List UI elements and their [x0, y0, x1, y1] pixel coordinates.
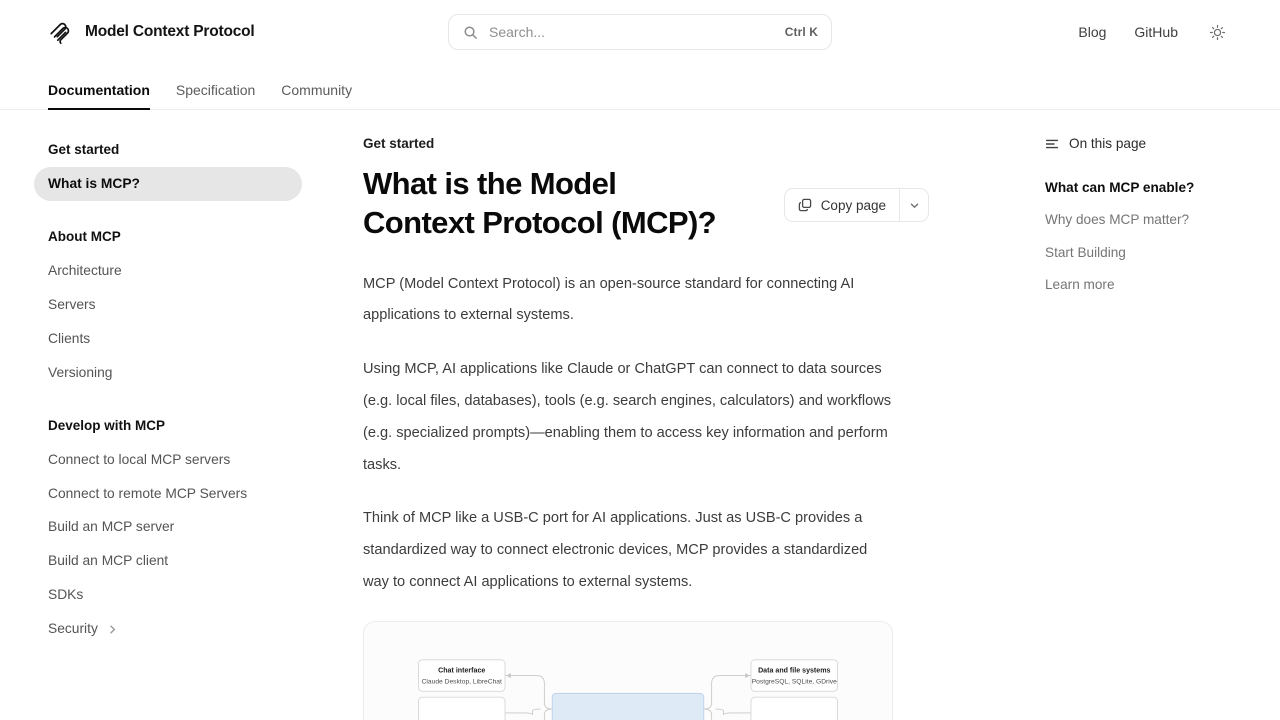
theme-toggle-button[interactable] — [1202, 17, 1232, 47]
diagram-right-box-2 — [751, 697, 838, 720]
sidebar-item-what-is-mcp[interactable] — [34, 167, 302, 201]
paragraph-usbc-analogy: Think of MCP like a USB-C port for AI applications. Just as USB-C provides a standardized way to connect electronic devices, MCP provides a standardized way to connect AI applications to external systems. — [363, 510, 868, 590]
sidebar-item-connect-local-servers[interactable] — [34, 443, 302, 477]
chevron-right-icon — [107, 624, 118, 635]
sidebar-item-sdks[interactable] — [34, 578, 302, 612]
on-this-page-panel — [1025, 136, 1280, 720]
sidebar-group-title: Develop with MCP — [48, 417, 166, 433]
diagram-right-box-1 — [751, 660, 838, 691]
sidebar-item-label: SDKs — [48, 587, 84, 603]
header-link-blog[interactable]: Blog — [1078, 24, 1107, 40]
diagram-left-box-1 — [418, 660, 505, 691]
page-layout — [0, 110, 1280, 720]
sidebar-navigation — [0, 136, 320, 720]
sidebar-item-servers[interactable] — [34, 288, 302, 322]
main-content — [320, 136, 1025, 720]
sidebar-group-get-started — [48, 136, 288, 201]
paragraph-intro: MCP (Model Context Protocol) is an open-source standard for connecting AI applications to external systems. — [363, 275, 855, 324]
sidebar-item-build-mcp-server[interactable] — [34, 510, 302, 544]
breadcrumb: Get started — [363, 136, 435, 151]
sidebar-item-clients[interactable] — [34, 322, 302, 356]
search-icon — [463, 25, 478, 40]
tab-specification[interactable]: Specification — [175, 82, 256, 98]
tab-community[interactable]: Community — [281, 82, 353, 98]
search-placeholder: Search... — [489, 24, 546, 40]
page-title: What is the Model Context Protocol (MCP)? — [363, 166, 717, 240]
list-icon — [1045, 137, 1059, 151]
mcp-architecture-diagram — [363, 621, 893, 720]
sidebar-item-build-mcp-client[interactable] — [34, 544, 302, 578]
sidebar-group-develop-with-mcp — [48, 412, 288, 647]
sidebar-item-label: Build an MCP server — [48, 519, 175, 535]
tab-documentation[interactable]: Documentation — [48, 82, 150, 109]
diagram-box-title: Chat interface — [438, 666, 486, 675]
chevron-down-icon — [909, 200, 920, 211]
site-header — [0, 0, 1280, 64]
on-this-page-label: On this page — [1069, 136, 1147, 151]
mcp-logo-icon — [48, 19, 74, 45]
primary-tabbar — [0, 64, 1280, 110]
sidebar-group-about-mcp — [48, 223, 288, 390]
paragraph-using-mcp: Using MCP, AI applications like Claude or ChatGPT can connect to data sources (e.g. local files, databases), tools (e.g. search engines, calculators) and workflows (e.g. specialized prompts)—enabling them to access key information and perform tasks. — [363, 361, 892, 473]
sidebar-item-label: Connect to remote MCP Servers — [48, 485, 248, 501]
copy-page-button[interactable] — [785, 189, 899, 221]
copy-page-label: Copy page — [820, 197, 886, 213]
sidebar-item-label: Versioning — [48, 364, 113, 380]
search-input[interactable] — [448, 14, 832, 50]
copy-page-button-group — [784, 188, 929, 222]
sidebar-item-architecture[interactable] — [34, 254, 302, 288]
sun-icon — [1209, 24, 1226, 41]
sidebar-item-label: Connect to local MCP servers — [48, 451, 231, 467]
diagram-box-title: Data and file systems — [758, 666, 831, 675]
toc-item-start-building[interactable]: Start Building — [1045, 244, 1126, 260]
brand-name: Model Context Protocol — [85, 23, 255, 40]
diagram-box-subtitle: Claude Desktop, LibreChat — [421, 678, 502, 686]
diagram-graphic — [386, 650, 870, 720]
search-shortcut-badge: Ctrl K — [784, 25, 818, 39]
sidebar-item-connect-remote-servers[interactable] — [34, 477, 302, 511]
diagram-center-box — [552, 693, 704, 720]
toc-item-learn-more[interactable]: Learn more — [1045, 277, 1115, 293]
sidebar-item-label: Security — [48, 621, 98, 637]
sidebar-item-label: Architecture — [48, 262, 122, 278]
sidebar-item-label: Servers — [48, 296, 96, 312]
toc-item-why-does-mcp-matter[interactable]: Why does MCP matter? — [1045, 212, 1190, 228]
diagram-box-subtitle: PostgreSQL, SQLite, GDrive — [751, 678, 837, 686]
header-link-github[interactable]: GitHub — [1134, 24, 1178, 40]
sidebar-item-label: What is MCP? — [48, 176, 140, 191]
brand-home-link[interactable] — [48, 19, 255, 45]
header-nav — [1064, 17, 1232, 47]
diagram-left-box-2 — [418, 697, 505, 720]
sidebar-group-title: Get started — [48, 142, 120, 157]
on-this-page-heading — [1045, 136, 1256, 151]
sidebar-group-title: About MCP — [48, 228, 121, 244]
sidebar-item-versioning[interactable] — [34, 356, 302, 390]
sidebar-item-label: Build an MCP client — [48, 553, 169, 569]
sidebar-item-label: Clients — [48, 330, 91, 346]
copy-icon — [798, 198, 812, 212]
toc-item-what-can-mcp-enable[interactable]: What can MCP enable? — [1045, 180, 1195, 195]
sidebar-item-security[interactable] — [34, 612, 302, 646]
copy-page-dropdown-button[interactable] — [899, 189, 928, 221]
